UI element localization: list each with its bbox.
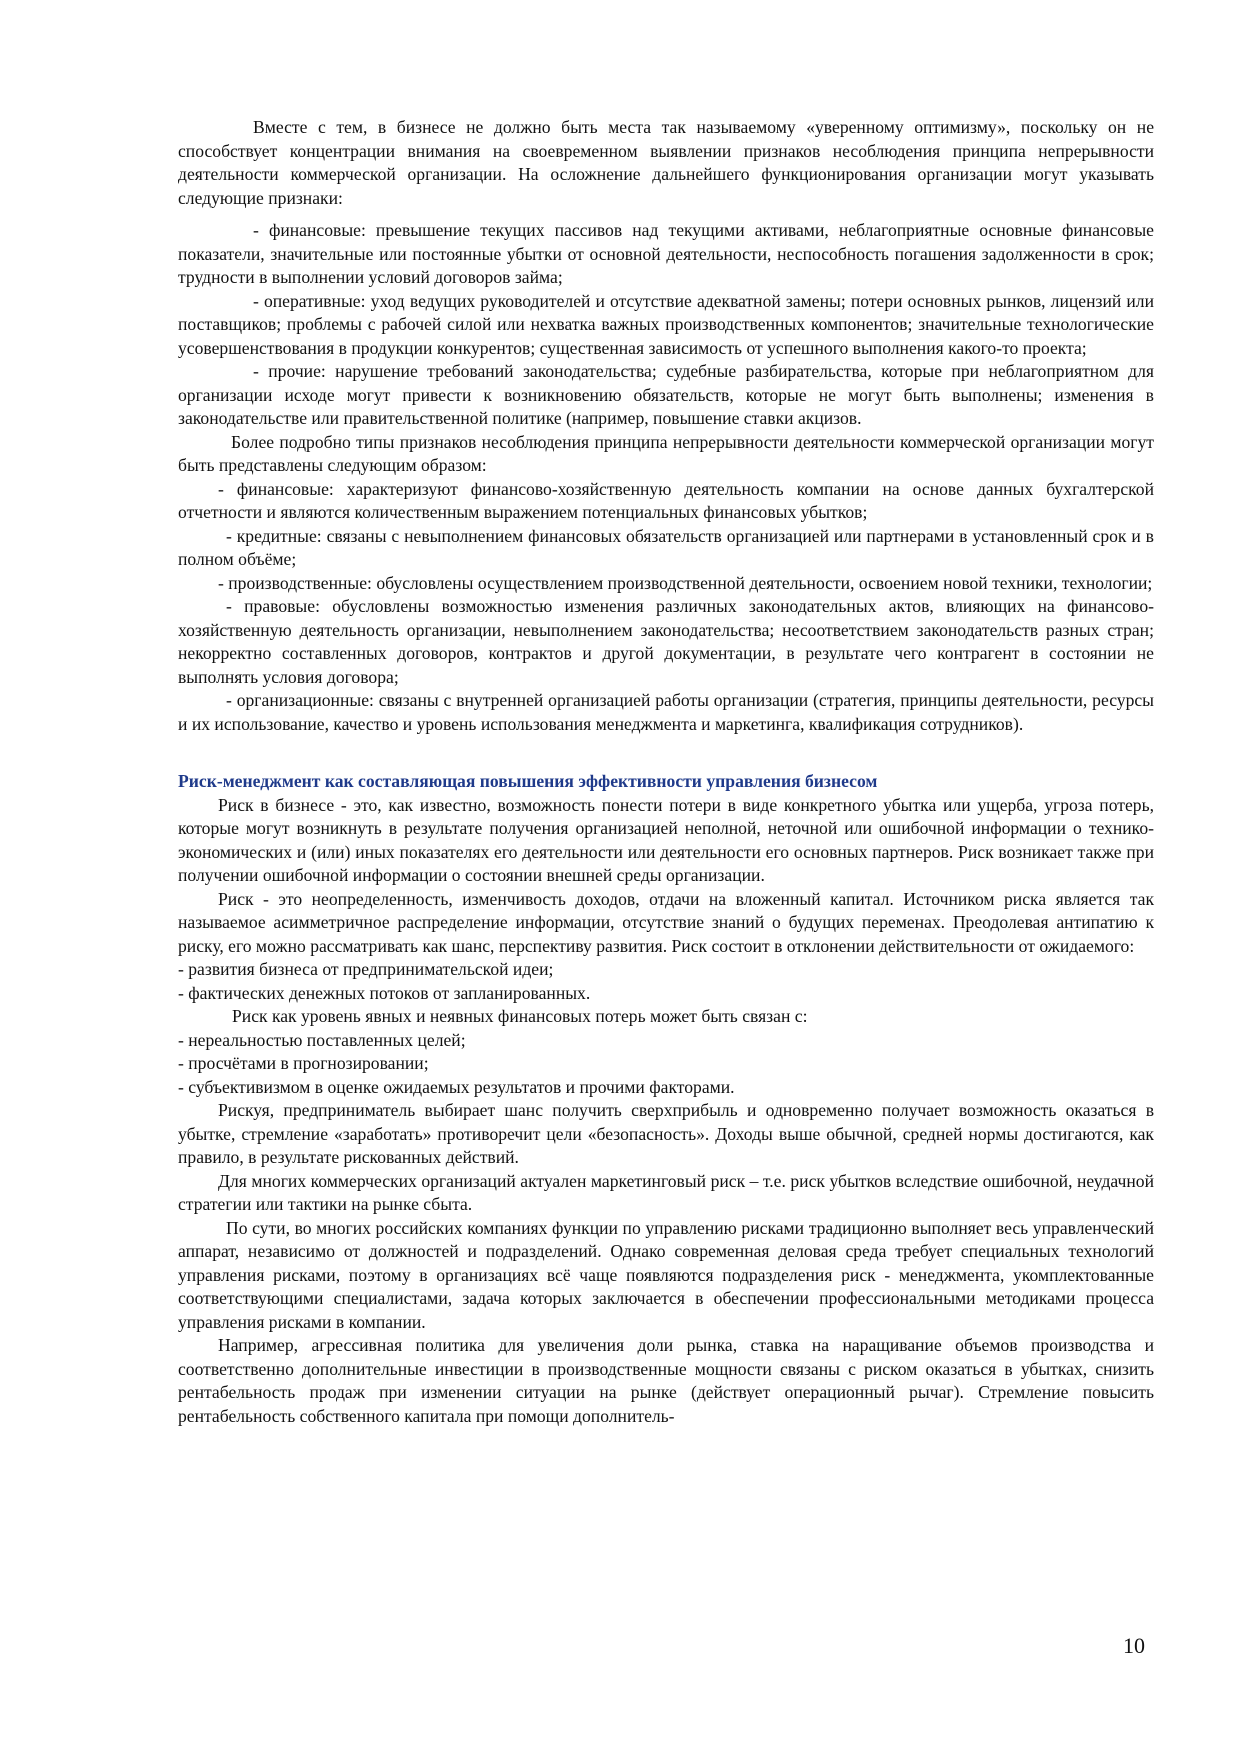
losses-item: - нереальностью поставленных целей;	[178, 1029, 466, 1050]
type-credit: - кредитные: связаны с невыполнением финансовых обязательств организацией или партнерами в установленный срок и в полном объёме;	[178, 525, 1154, 569]
type-legal: - правовые: обусловлены возможностью изменения различных законодательных актов, влияющих на финансово-хозяйственную деятельность организации, невыполнением законодательства; несоответствием законодательств разных стран; некорректно составленных договоров, контрактов и другой документации, в результате чего контрагент в состоянии не выполнять условия договора;	[178, 596, 1154, 687]
entrepreneur-paragraph: Рискуя, предприниматель выбирает шанс получить сверхприбыль и одновременно получает возможность оказаться в убытке, стремление «заработать» противоречит цели «безопасность». Доходы выше обычной, средней нормы достигаются, как правило, в результате рискованных действий.	[178, 1100, 1154, 1167]
intro-paragraph: Вместе с тем, в бизнесе не должно быть места так называемому «уверенному оптимизму», поскольку он не способствует концентрации внимания на своевременном выявлении признаков несоблюдения принципа непрерывности деятельности коммерческой организации. На осложнение дальнейшего функционирования организации могут указывать следующие признаки:	[178, 117, 1154, 208]
type-organizational: - организационные: связаны с внутренней организацией работы организации (стратегия, принципы деятельности, ресурсы и их использование, качество и уровень использования менеджмента и маркетинга, квалификация сотрудников).	[178, 690, 1154, 734]
deviation-item: - развития бизнеса от предпринимательской идеи;	[178, 959, 554, 979]
deviation-item: - фактических денежных потоков от запланированных.	[178, 982, 591, 1003]
sign-financial: - финансовые: превышение текущих пассивов над текущими активами, неблагоприятные основные финансовые показатели, значительные или постоянные убытки от основной деятельности, неспособность погашения задолженности в срок; трудности в выполнении условий договоров займа;	[178, 220, 1154, 287]
russian-companies-paragraph: По сути, во многих российских компаниях функции по управлению рисками традиционно выполняет весь управленческий аппарат, независимо от должностей и подразделений. Однако современная деловая среда требует специальных технологий управления рисками, поэтому в организациях всё чаще появляются подразделения риск - менеджмента, укомплектованные соответствующими специалистами, задача которых заключается в обеспечении профессиональными методиками процесса управления рисками в компании.	[178, 1217, 1154, 1332]
document-page	[178, 116, 1154, 1428]
section-heading: Риск-менеджмент как составляющая повышения эффективности управления бизнесом	[178, 771, 878, 791]
marketing-risk-paragraph: Для многих коммерческих организаций актуален маркетинговый риск – т.е. риск убытков вследствие ошибочной, неудачной стратегии или тактики на рынке сбыта.	[178, 1170, 1154, 1214]
types-intro-paragraph: Более подробно типы признаков несоблюдения принципа непрерывности деятельности коммерческой организации могут быть представлены следующим образом:	[178, 431, 1154, 475]
risk-uncertainty-paragraph: Риск - это неопределенность, изменчивость доходов, отдачи на вложенный капитал. Источником риска является так называемое асимметричное распределение информации, отсутствие знаний о будущих переменах. Преодолевая антипатию к риску, его можно рассматривать как шанс, перспективу развития. Риск состоит в отклонении действительности от ожидаемого:	[178, 888, 1154, 956]
page-number: 10	[1123, 1633, 1145, 1658]
losses-intro-paragraph: Риск как уровень явных и неявных финансовых потерь может быть связан с:	[232, 1006, 808, 1026]
example-paragraph: Например, агрессивная политика для увеличения доли рынка, ставка на наращивание объемов производства и соответственно дополнительные инвестиции в производственные мощности связаны с риском оказаться в убытках, снизить рентабельность продаж при изменении ситуации на рынке (действует операционный рычаг). Стремление повысить рентабельность собственного капитала при помощи дополнитель-	[178, 1335, 1154, 1426]
type-production: - производственные: обусловлены осуществлением производственной деятельности, освоением новой техники, технологии;	[218, 572, 1153, 593]
type-financial: - финансовые: характеризуют финансово-хозяйственную деятельность компании на основе данных бухгалтерской отчетности и являются количественным выражением потенциальных финансовых убытков;	[178, 478, 1154, 522]
sign-operational: - оперативные: уход ведущих руководителей и отсутствие адекватной замены; потери основных рынков, лицензий или поставщиков; проблемы с рабочей силой или нехватка важных производственных компонентов; значительные технологические усовершенствования в продукции конкурентов; существенная зависимость от успешного выполнения какого-то проекта;	[178, 290, 1154, 358]
losses-item: - просчётами в прогнозировании;	[178, 1053, 429, 1073]
sign-other: - прочие: нарушение требований законодательства; судебные разбирательства, которые при неблагоприятном для организации исходе могут привести к возникновению обязательств, которые не могут быть выполнены; изменения в законодательстве или правительственной политике (например, повышение ставки акцизов.	[178, 361, 1154, 428]
risk-definition-paragraph: Риск в бизнесе - это, как известно, возможность понести потери в виде конкретного убытка или ущерба, угроза потерь, которые могут возникнуть в результате получения организацией неполной, неточной или ошибочной информации о технико-экономических и (или) иных показателях его деятельности или деятельности его основных партнеров. Риск возникает также при получении ошибочной информации о состоянии внешней среды организации.	[178, 794, 1154, 885]
losses-item: - субъективизмом в оценке ожидаемых результатов и прочими факторами.	[178, 1076, 735, 1097]
